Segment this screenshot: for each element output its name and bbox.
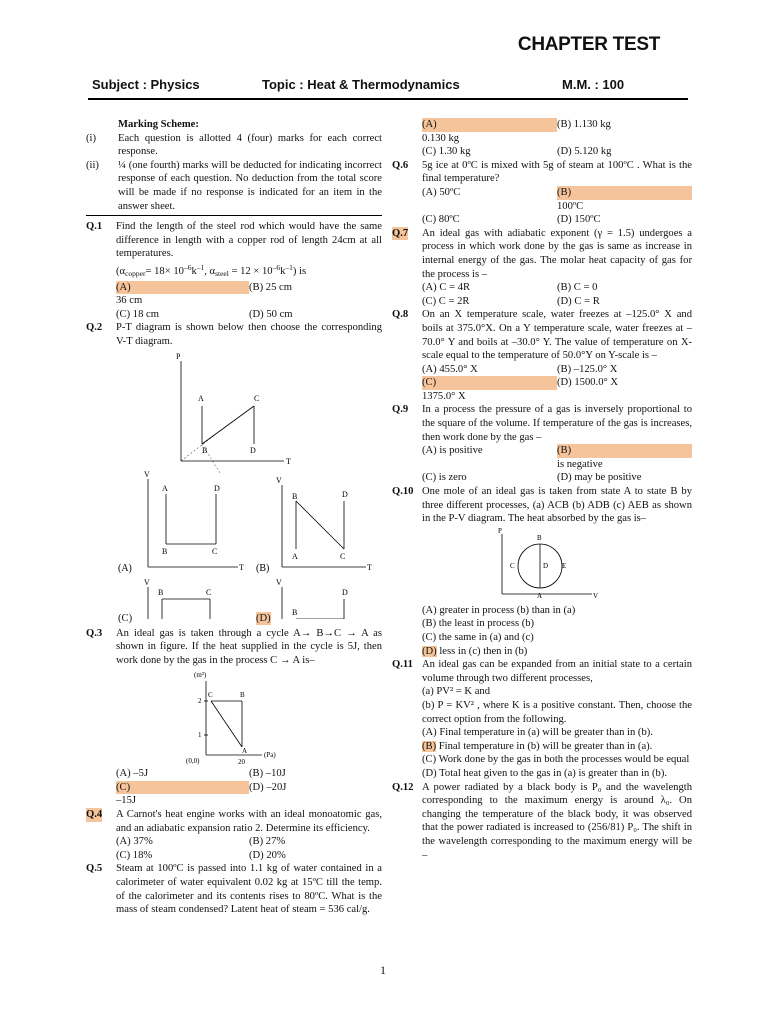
question-5-options (422, 118, 692, 159)
question-7 (392, 227, 692, 309)
svg-text:V: V (593, 591, 599, 600)
q4-option-c[interactable]: (C) 18% (116, 849, 153, 861)
question-4-options (116, 835, 382, 862)
svg-text:2: 2 (198, 697, 202, 706)
q8-option-b[interactable]: (B) –125.0° X (557, 363, 618, 375)
question-1-text: Find the length of the steel rod which would have the same difference in length with a copper rod of length 24cm at all temperatures. (116, 221, 382, 260)
svg-text:P: P (498, 526, 502, 535)
svg-text:B: B (537, 533, 542, 542)
svg-text:D: D (214, 483, 220, 493)
pt-diagram (176, 352, 291, 473)
question-8-number: Q.8 (392, 309, 409, 321)
question-11 (392, 658, 692, 780)
svg-text:T: T (367, 562, 372, 572)
question-5-text: Steam at 100ºC is passed into 1.1 kg of water contained in a calorimeter of water equivalent 0.02 kg at 15ºC till the temp. of the calorimeter and its contents rises to 80ºC. What is the mass of steam condensed? Latent heat of steam = 536 cal/g. (116, 863, 382, 916)
question-3-number: Q.3 (86, 627, 103, 639)
svg-text:D: D (543, 561, 549, 570)
topic-label: Topic : Heat & Thermodynamics (262, 77, 460, 92)
q9-option-c[interactable]: (C) is zero (422, 472, 467, 484)
svg-text:C: C (206, 587, 212, 597)
svg-text:D: D (342, 587, 348, 597)
q7-option-d[interactable]: (D) C = R (557, 295, 600, 307)
question-12 (392, 781, 692, 863)
marking-item-2-text: ¼ (one fourth) marks will be deducted for indicating incorrect response of each question. No deduction from the total score will be made if no response is indicated for an item in the answer sheet. (118, 159, 382, 212)
svg-text:B: B (158, 587, 164, 597)
question-3-options (116, 767, 382, 808)
svg-text:V: V (144, 577, 150, 587)
q6-option-a[interactable]: (A) 50ºC (422, 186, 461, 198)
question-8 (392, 308, 692, 403)
page-number: 1 (380, 963, 386, 977)
svg-text:V: V (276, 475, 282, 485)
svg-text:T: T (286, 456, 291, 466)
svg-text:A: A (537, 591, 543, 600)
q10-pv-diagram (392, 526, 692, 604)
vt-diagram-d (276, 578, 372, 619)
question-6-number: Q.6 (392, 159, 409, 171)
question-10-text: One mole of an ideal gas is taken from state A to state B by three different processes, (a) ACB (b) ADB (c) AEB as shown in the P-V diagram. The heat absorbed by the gas is– (422, 486, 692, 525)
svg-text:T: T (239, 562, 244, 572)
question-7-options (422, 281, 692, 308)
q4-option-a[interactable]: (A) 37% (116, 836, 153, 848)
svg-text:C: C (340, 551, 346, 561)
question-9-text: In a process the pressure of a gas is inversely proportional to the square of the volume. If temperature of the gas is increases, then work done by the gas – (422, 404, 692, 443)
q11-option-b[interactable]: (B) Final temperature in (b) will be greater than in (a). (422, 740, 653, 752)
question-1-options (116, 281, 382, 322)
left-column (86, 118, 382, 917)
question-1-number: Q.1 (86, 221, 103, 233)
q2-diagrams (86, 349, 382, 619)
q2-option-d-label[interactable]: (D) (256, 612, 271, 624)
svg-text:D: D (250, 445, 256, 455)
q11-process-a: (a) PV² = K and (422, 686, 490, 698)
marking-item-2 (86, 159, 382, 213)
q5-option-a[interactable]: (A) 0.130 kg (422, 118, 557, 145)
question-7-text: An ideal gas with adiabatic exponent (γ = 1.5) undergoes a process in which work done by the gas is same as increase in internal energy of the gas. The molar heat capacity of gas for the process is – (422, 227, 692, 280)
svg-text:A: A (162, 483, 168, 493)
question-5-number: Q.5 (86, 863, 103, 875)
svg-text:V: V (276, 577, 282, 587)
q9-option-b[interactable]: (B) is negative (557, 444, 692, 471)
marking-divider (86, 215, 382, 216)
q9-option-a[interactable]: (A) is positive (422, 445, 483, 457)
q5-options-wrap (392, 118, 692, 159)
q5-option-c[interactable]: (C) 1.30 kg (422, 146, 471, 158)
question-4 (86, 808, 382, 862)
svg-text:C: C (212, 546, 218, 556)
marks-label: M.M. : 100 (562, 77, 625, 92)
q1-option-a[interactable]: (A) 36 cm (116, 281, 249, 308)
marking-scheme-title: Marking Scheme: (118, 119, 199, 130)
question-2-number: Q.2 (86, 322, 103, 334)
svg-text:1: 1 (198, 731, 202, 740)
question-2 (86, 321, 382, 348)
q8-option-a[interactable]: (A) 455.0° X (422, 363, 478, 375)
right-column (392, 118, 692, 862)
header-divider (88, 98, 688, 100)
question-1 (86, 220, 382, 321)
q10-option-d[interactable]: (D) less in (c) then in (b) (422, 645, 528, 657)
svg-text:(m³): (m³) (194, 671, 207, 680)
q5-option-d[interactable]: (D) 5.120 kg (557, 146, 612, 158)
q6-option-c[interactable]: (C) 80ºC (422, 214, 460, 226)
q11-option-c[interactable]: (C) Work done by the gas in both the processes would be equal (422, 754, 690, 766)
svg-text:(Pa): (Pa) (264, 751, 276, 760)
svg-text:B: B (292, 607, 298, 617)
svg-text:B: B (292, 491, 298, 501)
vt-diagram-c (144, 578, 244, 619)
q4-option-b[interactable]: (B) 27% (249, 836, 286, 848)
q1-option-c[interactable]: (C) 18 cm (116, 308, 159, 320)
q11-option-a[interactable]: (A) Final temperature in (a) will be greater than in (b). (422, 727, 653, 739)
q4-option-d[interactable]: (D) 20% (249, 849, 286, 861)
question-12-number: Q.12 (392, 781, 414, 793)
q6-option-d[interactable]: (D) 150ºC (557, 214, 601, 226)
q3-options-wrap (86, 767, 382, 808)
q3-option-b[interactable]: (B) –10J (249, 768, 286, 780)
question-2-text: P-T diagram is shown below then choose the corresponding V-T diagram. (116, 322, 382, 347)
svg-text:B: B (202, 445, 208, 455)
q3-option-c[interactable]: (C) –15J (116, 781, 249, 808)
marking-item-1-num: (i) (86, 132, 96, 144)
svg-text:A: A (198, 393, 204, 403)
q11-option-d[interactable]: (D) Total heat given to the gas in (a) is greater than in (b). (422, 767, 667, 779)
question-5 (86, 862, 382, 916)
q7-option-b[interactable]: (B) C = 0 (557, 282, 598, 294)
svg-text:A: A (242, 747, 248, 756)
svg-text:E: E (562, 561, 567, 570)
vt-diagram-a (144, 470, 244, 572)
q10-options-wrap (392, 604, 692, 658)
question-8-options (422, 363, 692, 404)
question-4-number: Q.4 (86, 809, 103, 821)
q3-diagram (86, 667, 382, 767)
q11-process-b: (b) P = KV² , where K is a positive constant. Then, choose the correct option from the following. (422, 699, 692, 725)
question-4-text: A Carnot's heat engine works with an ideal monoatomic gas, and an adiabatic expansion ratio 2. Determine its efficiency. (116, 809, 382, 834)
question-3 (86, 627, 382, 668)
q9-option-d[interactable]: (D) may be positive (557, 472, 642, 484)
svg-text:D: D (342, 489, 348, 499)
question-9-options (422, 444, 692, 485)
q5-option-b[interactable]: (B) 1.130 kg (557, 119, 611, 130)
q10-option-a[interactable]: (A) greater in process (b) than in (a) (422, 604, 576, 616)
svg-text:C: C (510, 561, 515, 570)
marking-item-2-num: (ii) (86, 159, 99, 171)
q8-option-c[interactable]: (C) 1375.0° X (422, 376, 557, 403)
q2-option-c-label[interactable]: (C) (118, 612, 133, 624)
question-10-number: Q.10 (392, 486, 414, 498)
q7-option-a[interactable]: (A) C = 4R (422, 282, 471, 294)
page-title: CHAPTER TEST (517, 34, 660, 55)
subject-label: Subject : Physics (92, 77, 200, 92)
q6-option-b[interactable]: (B) 100ºC (557, 186, 692, 213)
q7-option-c[interactable]: (C) C = 2R (422, 295, 470, 307)
svg-text:B: B (240, 691, 245, 700)
q2-option-a-label[interactable]: (A) (118, 562, 132, 574)
question-9 (392, 403, 692, 485)
question-12-text: A power radiated by a black body is P₀ and the wavelength corresponding to the maximum energy is around λ₀. On changing the temperature of the black body, it was observed that the power radiated is increased to (256/81) P₀. The shift in the wavelength corresponding to the maximum energy will be – (422, 781, 692, 861)
vt-diagram-b (276, 476, 372, 572)
svg-text:(0,0): (0,0) (186, 757, 200, 766)
svg-text:A: A (292, 551, 298, 561)
svg-text:P: P (176, 351, 181, 361)
question-8-text: On an X temperature scale, water freezes at –125.0° X and boils at 375.0°X. On a Y temperature scale, water freezes at –70.0° Y and boils at –30.0° Y. The value of temperature on X-scale equal to the temperature of 50.0°Y on Y-scale is – (422, 309, 692, 362)
svg-text:20: 20 (238, 758, 245, 767)
svg-text:C: C (208, 691, 213, 700)
q10-option-b[interactable]: (B) the least in process (b) (422, 618, 535, 630)
question-6-options (422, 186, 692, 227)
q2-option-b-label[interactable]: (B) (256, 562, 270, 574)
svg-text:B: B (162, 546, 168, 556)
marking-item-1-text: Each question is allotted 4 (four) marks for each correct response. (118, 132, 382, 158)
q3-option-d[interactable]: (D) –20J (249, 781, 287, 793)
question-11-number: Q.11 (392, 659, 413, 671)
question-3-text: An ideal gas is taken through a cycle A→ B→C → A as shown in figure. If the heat supplied in the cycle is 5J, then work done by the gas in the process C → A is– (116, 627, 382, 666)
q10-option-c[interactable]: (C) the same in (a) and (c) (422, 632, 534, 643)
marking-item-1 (86, 132, 382, 159)
question-6-text: 5g ice at 0ºC is mixed with 5g of steam at 100ºC . What is the final temperature? (422, 159, 692, 185)
q1-option-b[interactable]: (B) 25 cm (249, 281, 292, 293)
q8-option-d[interactable]: (D) 1500.0° X (557, 377, 619, 389)
question-1-formula: ($\alpha_{copper}= 18\times 10^{-6}k^{-1}$, $\alpha_{steel} = 12 \times 10^{-6}k^{-1}$) is (116, 262, 307, 278)
question-9-number: Q.9 (392, 404, 409, 416)
question-10 (392, 485, 692, 526)
svg-text:V: V (144, 469, 150, 479)
q3-option-a[interactable]: (A) –5J (116, 768, 149, 780)
q1-option-d[interactable]: (D) 50 cm (249, 308, 293, 320)
question-6 (392, 159, 692, 227)
question-7-number: Q.7 (392, 227, 409, 239)
question-11-text: An ideal gas can be expanded from an initial state to a certain volume through two different processes, (422, 659, 692, 684)
svg-text:C: C (254, 393, 260, 403)
